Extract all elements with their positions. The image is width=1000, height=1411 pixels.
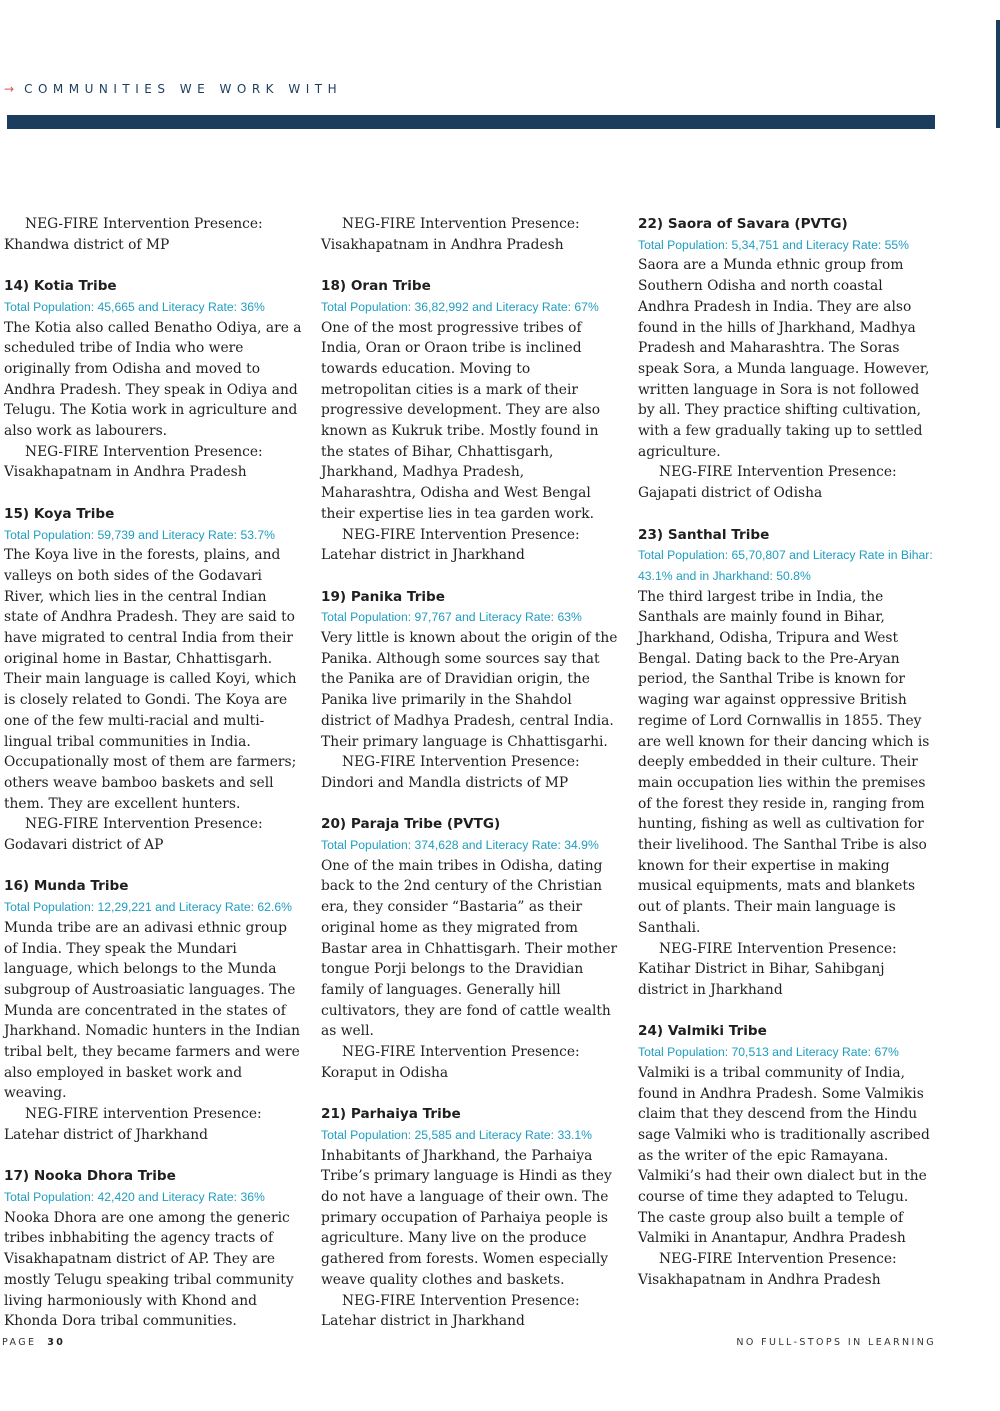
- tribe-stats: Total Population: 42,420 and Literacy Rate: 36%: [4, 1189, 265, 1204]
- tribe-stats: Total Population: 25,585 and Literacy Rate: 33.1%: [321, 1127, 593, 1142]
- section-label: [4, 82, 342, 96]
- tribe-stats: Total Population: 70,513 and Literacy Rate: 67%: [638, 1045, 899, 1060]
- tribe-description: Inhabitants of Jharkhand, the Parhaiya Tribe’s primary language is Hindi as they do not have a language of their own. The primary occupation of Parhaiya people is agriculture. Many live on the produce gathered from forests. Women especially weave quality clothes and baskets.: [321, 1147, 612, 1288]
- tribe-entry-14: [4, 276, 304, 483]
- tribe-title: 16) Munda Tribe: [4, 878, 129, 895]
- tribe-description: The Koya live in the forests, plains, and valleys on both sides of the Godavari River, which lies in the central Indian state of Andhra Pradesh. They are said to have migrated to central India from their original home in Bastar, Chhattisgarh. Their main language is called Koyi, which is closely related to Gondi. The Koya are one of the few multi-racial and multi-lingual tribal communities in India. Occupationally most of them are farmers; others weave bamboo baskets and sell them. They are excellent hunters.: [4, 547, 297, 812]
- tribe-title: 22) Saora of Savara (PVTG): [638, 216, 848, 232]
- tribe-entry-17: [4, 1166, 304, 1332]
- tribe-stats: Total Population: 374,628 and Literacy Rate: 34.9%: [321, 838, 599, 853]
- tribe-entry-18: [321, 276, 621, 566]
- tribe-stats: Total Population: 36,82,992 and Literacy Rate: 67%: [321, 299, 599, 314]
- tribe-presence: NEG-FIRE Intervention Presence: Koraput in Odisha: [321, 1044, 580, 1081]
- tribe-description: Very little is known about the origin of the Panika. Although some sources say that the Panika are of Dravidian origin, the Panika live primarily in the Shahdol district of Madhya Pradesh, central India. Their primary language is Chhattisgarhi.: [321, 630, 618, 750]
- column-3: [638, 214, 938, 1291]
- tribe-description: Valmiki is a tribal community of India, found in Andhra Pradesh. Some Valmikis claim that they descend from the Hindu sage Valmiki who is traditionally ascribed as the writer of the epic Ramayana. Valmiki’s had their own dialect but in the course of time they adapted to Telugu. The caste group also built a temple of Valmiki in Anantapur, Andhra Pradesh: [638, 1064, 930, 1247]
- tribe-presence: NEG-FIRE Intervention Presence: Gajapati district of Odisha: [638, 464, 897, 502]
- tribe-description: The Kotia also called Benatho Odiya, are a scheduled tribe of India who were originally from Odisha and moved to Andhra Pradesh. They speak in Odiya and Telugu. The Kotia work in agriculture and also work as labourers.: [4, 319, 302, 440]
- column-1: [4, 214, 304, 1332]
- intro-presence: NEG-FIRE Intervention Presence: Khandwa district of MP: [4, 216, 263, 253]
- tribe-title: 24) Valmiki Tribe: [638, 1023, 767, 1040]
- tribe-entry-22: [638, 214, 938, 504]
- tribe-entry-20: [321, 814, 621, 1083]
- tribe-entry-24: [638, 1021, 938, 1290]
- tribe-description: Munda tribe are an adivasi ethnic group of India. They speak the Mundari language, which belongs to the Munda subgroup of Austroasiatic languages. The Munda are concentrated in the states of Jharkhand. Nomadic hunters in the Indian tribal belt, they became farmers and were also employed in basket work and weaving.: [4, 919, 301, 1102]
- page-number: [2, 1337, 65, 1348]
- tribe-stats: Total Population: 12,29,221 and Literacy Rate: 62.6%: [4, 900, 292, 915]
- tribe-description: One of the most progressive tribes of India, Oran or Oraon tribe is inclined towards education. Moving to metropolitan cities is a mark of their progressive development. They are also known as Kukruk tribe. Mostly found in the states of Bihar, Chhattisgarh, Jharkhand, Madhya Pradesh, Maharashtra, Odisha and West Bengal their expertise lies in tea garden work.: [321, 319, 601, 522]
- tribe-title: 18) Oran Tribe: [321, 278, 431, 295]
- tribe-presence: NEG-FIRE Intervention Presence: Godavari district of AP: [4, 816, 263, 854]
- page-label: PAGE: [2, 1337, 37, 1348]
- page-number-value: 30: [47, 1337, 66, 1348]
- tribe-title: 15) Koya Tribe: [4, 505, 115, 522]
- tribe-entry-15: [4, 504, 304, 856]
- tribe-presence: NEG-FIRE Intervention Presence: Katihar District in Bihar, Sahibganj district in Jharkhand: [638, 940, 897, 998]
- footer-tagline: NO FULL-STOPS IN LEARNING: [736, 1337, 936, 1348]
- tribe-stats: Total Population: 59,739 and Literacy Rate: 53.7%: [4, 527, 276, 542]
- arrow-right-icon: →: [4, 82, 15, 96]
- tribe-stats: Total Population: 65,70,807 and Literacy Rate in Bihar: 43.1% and in Jharkhand: 50.8%: [638, 548, 933, 583]
- tribe-presence: NEG-FIRE intervention Presence: Latehar district of Jharkhand: [4, 1106, 262, 1143]
- tribe-title: 21) Parhaiya Tribe: [321, 1106, 461, 1123]
- tribe-description: Saora are a Munda ethnic group from Southern Odisha and north coastal Andhra Pradesh in India. They are also found in the hills of Jharkhand, Madhya Pradesh and Maharashtra. The Soras speak Sora, a Munda language. However, written language in Sora is not followed by all. They practice shifting cultivation, with a few gradually taking up to settled agriculture.: [638, 257, 930, 460]
- tribe-description: One of the main tribes in Odisha, dating back to the 2nd century of the Christian era, they consider “Bastaria” as their original home as they migrated from Bastar area in Chhattisgarh. Their mother tongue Porji belongs to the Dravidian family of languages. Generally hill cultivators, they are fond of cattle wealth as well.: [321, 857, 618, 1040]
- section-label-text: COMMUNITIES WE WORK WITH: [24, 82, 343, 96]
- tribe-stats: Total Population: 97,767 and Literacy Rate: 63%: [321, 610, 582, 625]
- tribe-presence: NEG-FIRE Intervention Presence: Visakhapatnam in Andhra Pradesh: [638, 1251, 897, 1288]
- tribe-description: Nooka Dhora are one among the generic tribes inbhabiting the agency tracts of Visakhapatnam district of AP. They are mostly Telugu speaking tribal community living harmoniously with Khond and Khonda Dora tribal communities.: [4, 1209, 294, 1330]
- tribe-description: The third largest tribe in India, the Santhals are mainly found in Bihar, Jharkhand, Odisha, Tripura and West Bengal. Dating back to the Pre-Aryan period, the Santhal Tribe is known for waging war against oppressive British regime of Lord Cornwallis in 1855. They are well known for their dancing which is deeply embedded in their culture. Their main occupation lies within the premises of the forest they reside in, ranging from hunting, fishing as well as cultivation for their livelihood. The Santhal Tribe is also known for their expertise in making musical equipments, mats and blankets out of plants. Their main language is Santhali.: [638, 588, 930, 936]
- tribe-title: 17) Nooka Dhora Tribe: [4, 1168, 176, 1185]
- tribe-title: 23) Santhal Tribe: [638, 526, 770, 543]
- tribe-title: 14) Kotia Tribe: [4, 278, 117, 295]
- tribe-title: 19) Panika Tribe: [321, 588, 446, 605]
- tribe-entry-23: [638, 525, 938, 1001]
- column-2: [321, 214, 621, 1332]
- header-bar: [4, 115, 935, 129]
- tribe-presence: NEG-FIRE Intervention Presence: Latehar district in Jharkhand: [321, 1292, 580, 1330]
- tribe-presence: NEG-FIRE Intervention Presence: Visakhapatnam in Andhra Pradesh: [4, 443, 263, 481]
- tribe-title: 20) Paraja Tribe (PVTG): [321, 816, 501, 833]
- tribe-stats: Total Population: 45,665 and Literacy Rate: 36%: [4, 299, 265, 314]
- tribe-entry-19: [321, 587, 621, 794]
- intro-presence: NEG-FIRE Intervention Presence: Visakhapatnam in Andhra Pradesh: [321, 216, 580, 253]
- tribe-presence: NEG-FIRE Intervention Presence: Latehar district in Jharkhand: [321, 526, 580, 564]
- tribe-entry-21: [321, 1104, 621, 1332]
- tribe-presence: NEG-FIRE Intervention Presence: Dindori and Mandla districts of MP: [321, 754, 580, 791]
- tribe-entry-16: [4, 876, 304, 1145]
- header-bar-notch: [4, 115, 7, 129]
- tribe-stats: Total Population: 5,34,751 and Literacy Rate: 55%: [638, 237, 910, 252]
- page-edge-rule: [996, 20, 1000, 128]
